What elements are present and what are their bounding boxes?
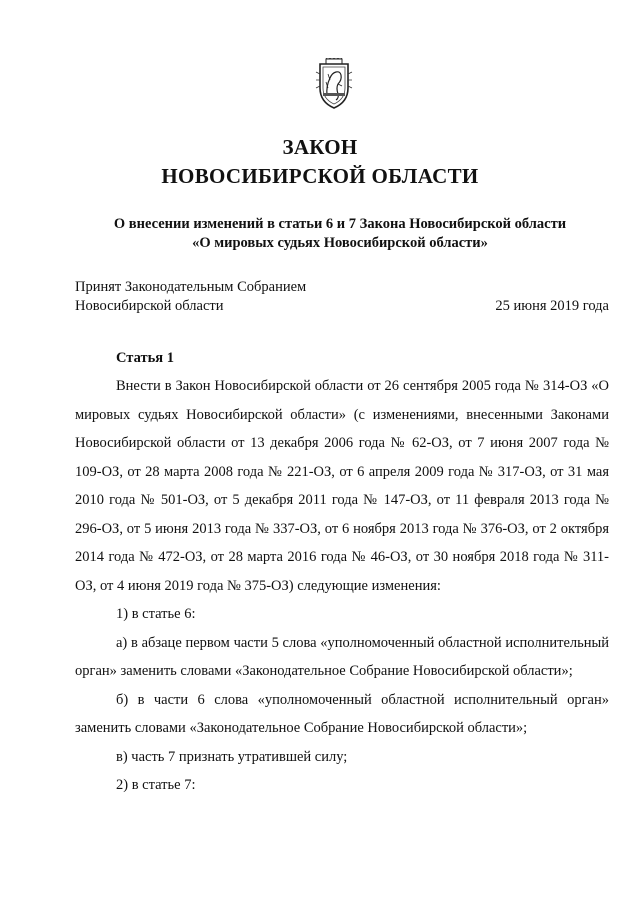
adoption-info — [75, 278, 306, 316]
coat-of-arms-icon — [314, 58, 354, 110]
document-title-line-1: ЗАКОН — [282, 135, 358, 159]
adopted-by-line-1: Принят Законодательным Собранием — [75, 279, 307, 295]
subtitle-line-2: «О мировых судьях Новосибирской области» — [192, 235, 488, 251]
adoption-date: 25 июня 2019 года — [495, 298, 609, 314]
article-paragraph: в) часть 7 признать утратившей силу; — [116, 748, 348, 765]
article-paragraph: Внести в Закон Новосибирской области от 26 сентября 2005 года № 314-ОЗ «О мировых судьях Новосибирской области» (с изменениями, внесенными Законами Новосибирской области от 13 декабря 2006 года № 62-ОЗ, от 7 июня 2007 года № 109-ОЗ, от 28 марта 2008 года № 221-ОЗ, от 6 апреля 2009 года № 317-ОЗ, от 31 мая 2010 года № 501-ОЗ, от 5 декабря 2011 года № 147-ОЗ, от 11 февраля 2013 года № 296-ОЗ, от 5 июня 2013 года № 337-ОЗ, от 6 ноября 2013 года № 376-ОЗ, от 2 октября 2014 года № 472-ОЗ, от 28 марта 2016 года № 46-ОЗ, от 30 ноября 2018 года № 311-ОЗ, от 4 июня 2019 года № 375-ОЗ) следующие изменения: — [75, 378, 609, 594]
adopted-by-line-2: Новосибирской области — [75, 298, 224, 314]
subtitle-line-1: О внесении изменений в статьи 6 и 7 Закона Новосибирской области — [113, 216, 567, 232]
document-subtitle — [60, 215, 620, 253]
article-body — [75, 372, 609, 800]
article-paragraph: а) в абзаце первом части 5 слова «уполномоченный областной исполнительный орган» заменить словами «Законодательное Собрание Новосибирской области»; — [75, 634, 609, 679]
article-heading: Статья 1 — [116, 350, 174, 366]
article-paragraph: 1) в статье 6: — [116, 606, 196, 622]
document-title-line-2: НОВОСИБИРСКОЙ ОБЛАСТИ — [161, 164, 479, 188]
article-paragraph: 2) в статье 7: — [116, 777, 196, 793]
article-paragraph: б) в части 6 слова «уполномоченный областной исполнительный орган» заменить словами «Законодательное Собрание Новосибирской области»; — [75, 691, 609, 736]
